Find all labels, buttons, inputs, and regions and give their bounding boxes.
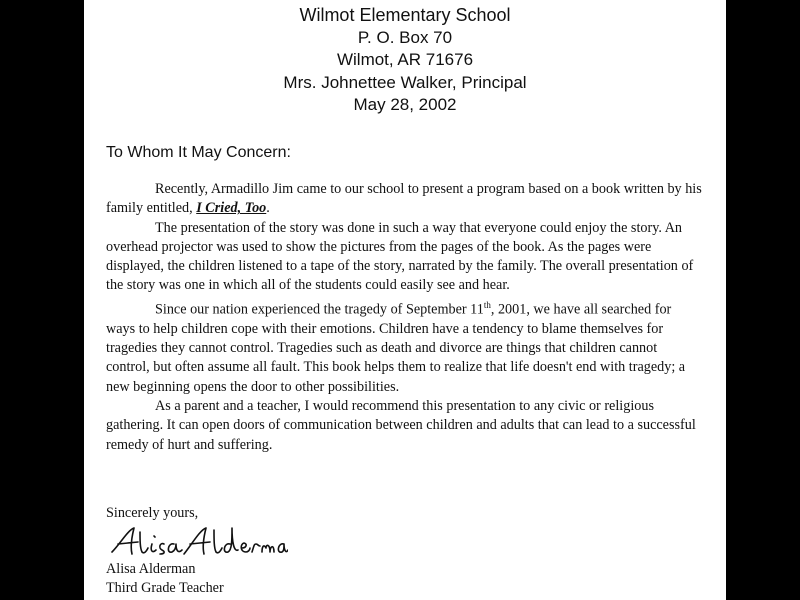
paragraph-1-end: . (266, 200, 270, 217)
letter-body (106, 180, 702, 455)
paragraph-4: As a parent and a teacher, I would recommend this presentation to any civic or religious gathering. It can open doors of communication between children and adults that can lead to a successful remedy of hurt and suffering. (106, 398, 696, 453)
letter-page (84, 0, 726, 600)
school-name: Wilmot Elementary School (299, 5, 511, 25)
signer-name: Alisa Alderman (106, 561, 196, 577)
closing: Sincerely yours, (106, 505, 199, 521)
letterhead (84, 4, 726, 117)
paragraph-3-rest: , 2001, we have all searched for ways to help children cope with their emotions. Children have a tendency to blame themselves for tragedies they cannot control. Tragedies such as death and divorce are things that children cannot control, but often assume all fault. This book helps them to realize that life doesn't end with tragedy; a new beginning opens the door to other possibilities. (106, 301, 686, 395)
ordinal-suffix: th (483, 299, 491, 310)
city-state-zip: Wilmot, AR 71676 (336, 50, 474, 69)
book-title: I Cried, Too (196, 200, 267, 217)
paragraph-2: The presentation of the story was done in such a way that everyone could enjoy the story. An overhead projector was used to show the pictures from the pages of the book. As the pages were displayed, the children listened to a tape of the story, narrated by the family. The overall presentation of the story was one in which all of the students could easily see and hear. (106, 219, 694, 294)
signer-title: Third Grade Teacher (106, 580, 224, 596)
paragraph-3-start: Since our nation experienced the tragedy of September 11 (155, 301, 484, 318)
paragraph-1-text: Recently, Armadillo Jim came to our school to present a program based on a book written by his family entitled, (106, 181, 702, 217)
salutation: To Whom It May Concern: (106, 144, 291, 161)
handwritten-signature (108, 522, 288, 564)
letter-date: May 28, 2002 (353, 95, 457, 114)
principal-name: Mrs. Johnettee Walker, Principal (283, 72, 527, 92)
po-box: P. O. Box 70 (357, 27, 453, 47)
paragraph-1 (106, 180, 702, 219)
paragraph-3 (106, 296, 702, 397)
